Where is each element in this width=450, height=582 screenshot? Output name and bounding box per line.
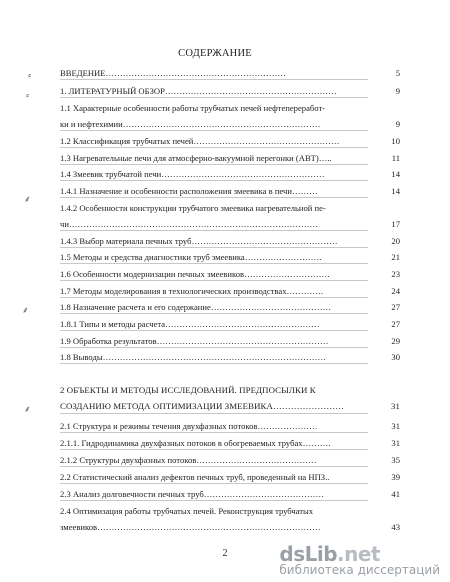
underline [60, 449, 368, 450]
underline [60, 164, 368, 165]
margin-mark: ⸗ [28, 71, 31, 81]
toc-entry: 1.9 Обработка результатов…………………………………………………… 29 [60, 336, 400, 346]
underline [60, 413, 368, 414]
underline [60, 483, 368, 484]
underline [60, 297, 368, 298]
toc-entry: 1.3 Нагревательные печи для атмосферно-вакуумной перегонки (АВТ)….. 11 [60, 153, 400, 163]
toc-entry: 1.4.1 Назначение и особенности расположения змеевика в печи……… 14 [60, 186, 400, 196]
margin-mark: ⸙ [22, 306, 29, 316]
toc-entry: змеевиков…………………………………………………………………… 43 [60, 522, 400, 532]
underline [60, 363, 368, 364]
section-heading-line1: 2 ОБЪЕКТЫ И МЕТОДЫ ИССЛЕДОВАНИЙ. ПРЕДПОСЫЛКИ К [60, 385, 316, 395]
toc-entry: 1.6 Особенности модернизации печных змеевиков………………………… 23 [60, 269, 400, 279]
toc-entry: ВВЕДЕНИЕ……………………………………………………… 5 [60, 68, 400, 78]
underline [60, 330, 368, 331]
section-heading-page: 31 [391, 401, 400, 411]
toc-entry: 1.4.2 Особенности конструкции трубчатого змеевика нагревательной пе- [60, 203, 326, 213]
toc-entry: 2.4 Оптимизация работы трубчатых печей. Реконструкция трубчатых [60, 506, 314, 516]
underline [60, 432, 368, 433]
toc-entry: 1.4.3 Выбор материала печных труб…………………………………………… 20 [60, 236, 400, 246]
toc-entry: 1.8 Назначение расчета и его содержание…………………………………… 27 [60, 302, 400, 312]
margin-mark: ⸗ [26, 91, 29, 101]
underline [60, 280, 368, 281]
underline [60, 263, 368, 264]
underline [60, 500, 368, 501]
toc-entry: 1.5 Методы и средства диагностики труб змеевика……………………… 21 [60, 252, 400, 262]
toc-entry: 1.7 Методы моделирования в технологических производствах…………. 24 [60, 286, 400, 296]
underline [60, 147, 368, 148]
underline [60, 313, 368, 314]
toc-entry: ки и нефтехимии…………………………………………………………… 9 [60, 119, 400, 129]
watermark-text [279, 544, 440, 576]
section-heading [60, 382, 400, 414]
toc-entry: 1.8.1 Типы и методы расчета……………………………………………… 27 [60, 319, 400, 329]
page-number: 2 [222, 548, 228, 559]
underline [60, 130, 368, 131]
toc-entry: 1.2 Классификация трубчатых печей…………………………………………… 10 [60, 136, 400, 146]
section-heading-line2: СОЗДАНИЮ МЕТОДА ОПТИМИЗАЦИИ ЗМЕЕВИКА [60, 401, 273, 411]
toc-entry: 2.1 Структура и режимы течения двухфазных потоков………………… 31 [60, 421, 400, 431]
margin-mark: ⸙ [24, 405, 31, 415]
underline [60, 230, 368, 231]
watermark [279, 544, 440, 576]
toc-entry: 2.1.2 Структуры двухфазных потоков…………………………………… 35 [60, 455, 400, 465]
toc-entry: 1.4 Змеевик трубчатой печи………………………………………………… 14 [60, 169, 400, 179]
underline [60, 79, 368, 80]
margin-mark: ⸙ [24, 195, 31, 205]
toc-entry: 1.1 Характерные особенности работы трубчатых печей нефтепереработ- [60, 103, 326, 113]
toc-entry: 2.2 Статистический анализ дефектов печных труб, проведенный на НПЗ.. 39 [60, 472, 400, 482]
page-title: СОДЕРЖАНИЕ [178, 48, 252, 59]
toc-entry: 2.3 Анализ долговечности печных труб…………………………………… 41 [60, 489, 400, 499]
underline [60, 197, 368, 198]
watermark-logo: dsLib.net [279, 542, 380, 566]
watermark-subtitle: библиотека диссертаций [279, 563, 440, 577]
toc-entry: 1. ЛИТЕРАТУРНЫЙ ОБЗОР…………………………………………………… 9 [60, 86, 400, 96]
underline [60, 247, 368, 248]
toc-entry: 2.1.1. Гидродинамика двухфазных потоков в обогреваемых трубах………. 31 [60, 438, 400, 448]
toc-entry: чи…………………………………………………………………………… 17 [60, 219, 400, 229]
underline [60, 180, 368, 181]
underline [60, 466, 368, 467]
underline [60, 97, 368, 98]
underline [60, 347, 368, 348]
section-heading-line2-row: СОЗДАНИЮ МЕТОДА ОПТИМИЗАЦИИ ЗМЕЕВИКА…………………… 31 [60, 398, 400, 414]
toc-entry: 1.8 Выводы…………………………………………………………………… 30 [60, 352, 400, 362]
